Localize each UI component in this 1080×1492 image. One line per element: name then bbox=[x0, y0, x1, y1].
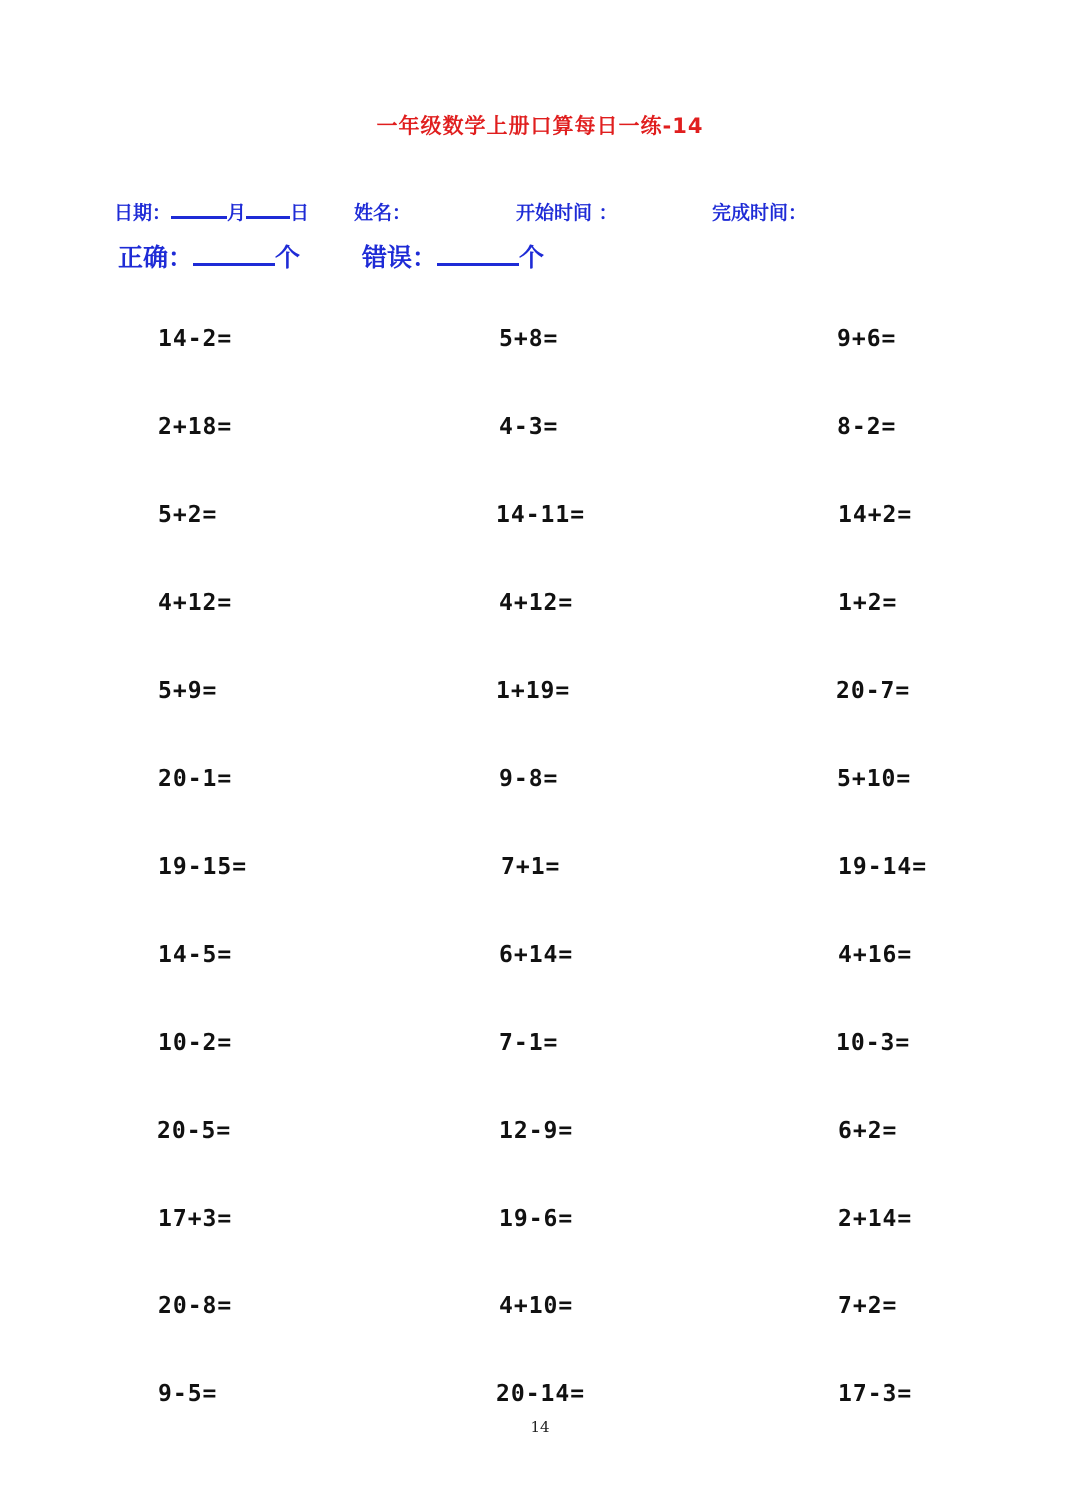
day-label: 日 bbox=[290, 202, 310, 224]
problem-item: 7+1= bbox=[501, 854, 561, 880]
problem-item: 6+2= bbox=[838, 1118, 898, 1144]
problem-item: 14-11= bbox=[496, 502, 586, 528]
problem-item: 4-3= bbox=[499, 414, 559, 440]
problem-item: 4+12= bbox=[499, 590, 574, 616]
problem-item: 19-6= bbox=[499, 1206, 574, 1232]
problem-item: 12-9= bbox=[499, 1118, 574, 1144]
wrong-blank[interactable] bbox=[437, 262, 519, 266]
problem-item: 10-3= bbox=[836, 1030, 911, 1056]
problem-item: 20-5= bbox=[157, 1118, 232, 1144]
problem-item: 5+10= bbox=[837, 766, 912, 792]
date-label: 日期： bbox=[114, 202, 172, 224]
problem-item: 20-1= bbox=[158, 766, 233, 792]
problem-item: 4+16= bbox=[838, 942, 913, 968]
day-blank[interactable] bbox=[246, 215, 290, 219]
month-blank[interactable] bbox=[171, 215, 227, 219]
problem-item: 6+14= bbox=[499, 942, 574, 968]
problem-item: 5+9= bbox=[158, 678, 218, 704]
problem-item: 9-8= bbox=[499, 766, 559, 792]
month-label: 月 bbox=[227, 202, 247, 224]
correct-unit: 个 bbox=[275, 243, 301, 272]
problem-item: 14-5= bbox=[158, 942, 233, 968]
problem-item: 10-2= bbox=[158, 1030, 233, 1056]
wrong-unit: 个 bbox=[519, 243, 545, 272]
problem-item: 5+2= bbox=[158, 502, 218, 528]
problem-item: 7-1= bbox=[499, 1030, 559, 1056]
problem-item: 9+6= bbox=[837, 326, 897, 352]
problem-item: 14-2= bbox=[158, 326, 233, 352]
problem-item: 19-15= bbox=[158, 854, 248, 880]
problem-item: 4+10= bbox=[499, 1293, 574, 1319]
problem-item: 17-3= bbox=[838, 1381, 913, 1407]
start-time-label: 开始时间 ： bbox=[516, 202, 618, 224]
problem-item: 17+3= bbox=[158, 1206, 233, 1232]
problem-item: 20-8= bbox=[158, 1293, 233, 1319]
problem-item: 1+2= bbox=[838, 590, 898, 616]
page-number: 14 bbox=[530, 1418, 550, 1436]
problem-item: 5+8= bbox=[499, 326, 559, 352]
problem-item: 20-14= bbox=[496, 1381, 586, 1407]
problem-item: 2+14= bbox=[838, 1206, 913, 1232]
problem-item: 2+18= bbox=[158, 414, 233, 440]
name-label: 姓名： bbox=[354, 202, 412, 224]
problem-item: 19-14= bbox=[838, 854, 928, 880]
worksheet-title: 一年级数学上册口算每日一练-14 bbox=[376, 114, 704, 138]
problem-item: 8-2= bbox=[837, 414, 897, 440]
info-row-date bbox=[114, 198, 309, 225]
problem-item: 14+2= bbox=[838, 502, 913, 528]
problem-item: 7+2= bbox=[838, 1293, 898, 1319]
info-row-wrong bbox=[362, 238, 544, 274]
problem-item: 1+19= bbox=[496, 678, 571, 704]
problem-item: 4+12= bbox=[158, 590, 233, 616]
problem-item: 20-7= bbox=[836, 678, 911, 704]
correct-label: 正确： bbox=[118, 243, 194, 272]
finish-time-label: 完成时间： bbox=[712, 202, 808, 224]
info-row-correct bbox=[118, 238, 300, 274]
wrong-label: 错误： bbox=[362, 243, 438, 272]
correct-blank[interactable] bbox=[193, 262, 275, 266]
problem-item: 9-5= bbox=[158, 1381, 218, 1407]
